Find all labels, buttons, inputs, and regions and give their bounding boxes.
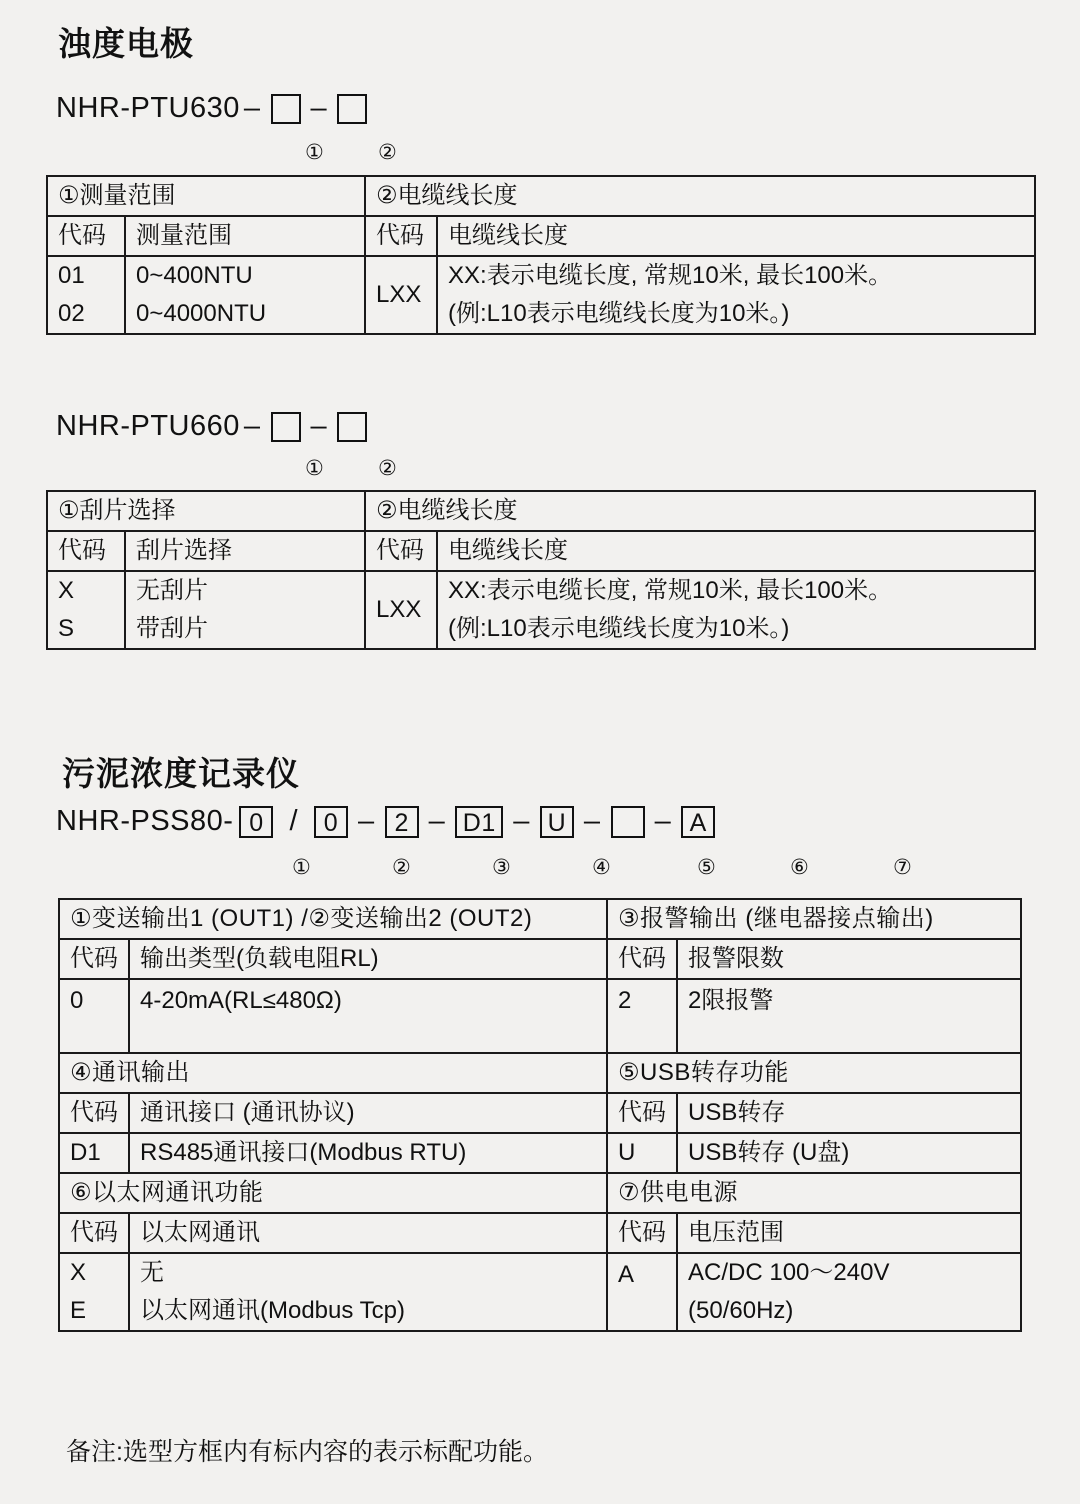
- cell-ethernet-modbus-tcp: 以太网通讯(Modbus Tcp): [129, 1292, 607, 1331]
- model-slot-ptu660-2[interactable]: [337, 412, 367, 442]
- model-slot-pss80-6[interactable]: [611, 806, 645, 838]
- table-row: [47, 176, 1035, 216]
- cell-code-2: 2: [607, 979, 677, 1053]
- slash-separator: /: [289, 805, 298, 837]
- cell-output-4-20ma: 4-20mA(RL≤480Ω): [129, 979, 607, 1053]
- subheader-code-2: 代码: [365, 216, 437, 256]
- subheader-alarm-count: 报警限数: [677, 939, 1021, 979]
- cell-code-d1: D1: [59, 1133, 129, 1173]
- table-row: [59, 1133, 1021, 1173]
- table-row: [47, 610, 1035, 649]
- subheader-output-type: 输出类型(负载电阻RL): [129, 939, 607, 979]
- index-3: ③: [492, 856, 511, 879]
- index-4: ④: [592, 856, 611, 879]
- subheader-code-1: 代码: [59, 939, 129, 979]
- model-code-ptu630: [56, 92, 373, 125]
- cell-wiper-with: 带刮片: [125, 610, 365, 649]
- index-2: ②: [392, 856, 411, 879]
- cell-alarm-2limit: 2限报警: [677, 979, 1021, 1053]
- index-6: ⑥: [790, 856, 809, 879]
- cell-code-lxx: LXX: [365, 571, 437, 649]
- table-row: [59, 1292, 1021, 1331]
- header-output1-output2: ①变送输出1 (OUT1) /②变送输出2 (OUT2): [59, 899, 607, 939]
- index-1: ①: [305, 141, 324, 164]
- table-ptu630: [46, 175, 1036, 335]
- dash-3: –: [243, 410, 261, 442]
- subheader-code-2: 代码: [365, 531, 437, 571]
- cell-code-u: U: [607, 1133, 677, 1173]
- cell-usb-udisk: USB转存 (U盘): [677, 1133, 1021, 1173]
- table-pss80: [58, 898, 1022, 1332]
- cell-range-01: 0~400NTU: [125, 256, 365, 295]
- table-row: [59, 979, 1021, 1053]
- index-2: ②: [378, 457, 397, 480]
- header-cable-length: ②电缆线长度: [365, 176, 1035, 216]
- subheader-code-2: 代码: [607, 939, 677, 979]
- subheader-voltage-range: 电压范围: [677, 1213, 1021, 1253]
- model-code-ptu660: [56, 410, 373, 443]
- table-row: [59, 1213, 1021, 1253]
- dash-2: –: [310, 92, 328, 124]
- index-7: ⑦: [893, 856, 912, 879]
- dash-4: –: [583, 805, 601, 837]
- cell-code-e: E: [59, 1292, 129, 1331]
- model-code-pss80: [56, 805, 721, 838]
- header-wiper-select: ①刮片选择: [47, 491, 365, 531]
- cell-cable-desc-1: XX:表示电缆长度, 常规10米, 最长100米。: [437, 256, 1035, 295]
- cell-rs485-modbus-rtu: RS485通讯接口(Modbus RTU): [129, 1133, 607, 1173]
- table-row: [59, 1093, 1021, 1133]
- subheader-cable: 电缆线长度: [437, 531, 1035, 571]
- model-name-ptu630: NHR-PTU630: [56, 92, 240, 124]
- table-row: [59, 939, 1021, 979]
- subheader-cable: 电缆线长度: [437, 216, 1035, 256]
- subheader-code-1: 代码: [59, 1093, 129, 1133]
- table-row: [59, 1173, 1021, 1213]
- subheader-range: 测量范围: [125, 216, 365, 256]
- cell-code-s: S: [47, 610, 125, 649]
- header-alarm-output: ③报警输出 (继电器接点输出): [607, 899, 1021, 939]
- subheader-usb-transfer: USB转存: [677, 1093, 1021, 1133]
- table-row: [47, 571, 1035, 610]
- model-name-ptu660: NHR-PTU660: [56, 410, 240, 442]
- model-name-pss80: NHR-PSS80-: [56, 805, 234, 837]
- cell-code-0: 0: [59, 979, 129, 1053]
- cell-code-x: X: [47, 571, 125, 610]
- cell-cable-desc-2: (例:L10表示电缆线长度为10米。): [437, 610, 1035, 649]
- model-slot-pss80-7[interactable]: A: [681, 806, 715, 838]
- table-row: [59, 1053, 1021, 1093]
- subheader-code-1: 代码: [59, 1213, 129, 1253]
- index-2: ②: [378, 141, 397, 164]
- section-title-turbidity: [58, 18, 194, 65]
- cell-code-02: 02: [47, 295, 125, 334]
- cell-ethernet-none: 无: [129, 1253, 607, 1292]
- subheader-code-2: 代码: [607, 1093, 677, 1133]
- cell-cable-desc-1: XX:表示电缆长度, 常规10米, 最长100米。: [437, 571, 1035, 610]
- table-row: [47, 216, 1035, 256]
- cell-wiper-none: 无刮片: [125, 571, 365, 610]
- cell-voltage-range: AC/DC 100～240V: [677, 1253, 1021, 1292]
- table-row: [47, 295, 1035, 334]
- model-slot-pss80-3[interactable]: 2: [385, 806, 419, 838]
- subheader-code-1: 代码: [47, 216, 125, 256]
- subheader-code-1: 代码: [47, 531, 125, 571]
- index-1: ①: [305, 457, 324, 480]
- subheader-ethernet: 以太网通讯: [129, 1213, 607, 1253]
- model-slot-pss80-2[interactable]: 0: [314, 806, 348, 838]
- model-slot-pss80-1[interactable]: 0: [239, 806, 273, 838]
- model-slot-pss80-4[interactable]: D1: [455, 806, 503, 838]
- header-ethernet-function: ⑥以太网通讯功能: [59, 1173, 607, 1213]
- footnote: 备注:选型方框内有标内容的表示标配功能。: [66, 1438, 548, 1466]
- cell-code-lxx: LXX: [365, 256, 437, 334]
- section-title-turbidity-text: 浊度电极: [58, 25, 194, 62]
- table-ptu660: [46, 490, 1036, 650]
- index-1: ①: [292, 856, 311, 879]
- model-slot-pss80-5[interactable]: U: [540, 806, 574, 838]
- cell-code-x: X: [59, 1253, 129, 1292]
- cell-code-01: 01: [47, 256, 125, 295]
- dash-1: –: [243, 92, 261, 124]
- header-measure-range: ①测量范围: [47, 176, 365, 216]
- dash-5: –: [654, 805, 672, 837]
- model-slot-ptu660-1[interactable]: [271, 412, 301, 442]
- cell-code-a: A: [607, 1253, 677, 1331]
- dash-3: –: [513, 805, 530, 837]
- model-slot-ptu630-1[interactable]: [271, 94, 301, 124]
- table-row: [47, 531, 1035, 571]
- section-title-sludge: 污泥浓度记录仪: [62, 755, 300, 792]
- subheader-comm-interface: 通讯接口 (通讯协议): [129, 1093, 607, 1133]
- index-5: ⑤: [697, 856, 716, 879]
- table-row: [47, 491, 1035, 531]
- header-comm-output: ④通讯输出: [59, 1053, 607, 1093]
- header-usb-function: ⑤USB转存功能: [607, 1053, 1021, 1093]
- header-cable-length: ②电缆线长度: [365, 491, 1035, 531]
- subheader-code-2: 代码: [607, 1213, 677, 1253]
- cell-cable-desc-2: (例:L10表示电缆线长度为10米。): [437, 295, 1035, 334]
- dash-1: –: [358, 805, 375, 837]
- table-row: [47, 256, 1035, 295]
- dash-4: –: [310, 410, 328, 442]
- dash-2: –: [428, 805, 446, 837]
- subheader-wiper: 刮片选择: [125, 531, 365, 571]
- model-slot-ptu630-2[interactable]: [337, 94, 367, 124]
- cell-range-02: 0~4000NTU: [125, 295, 365, 334]
- header-power-supply: ⑦供电电源: [607, 1173, 1021, 1213]
- table-row: [59, 899, 1021, 939]
- cell-frequency: (50/60Hz): [677, 1292, 1021, 1331]
- table-row: [59, 1253, 1021, 1292]
